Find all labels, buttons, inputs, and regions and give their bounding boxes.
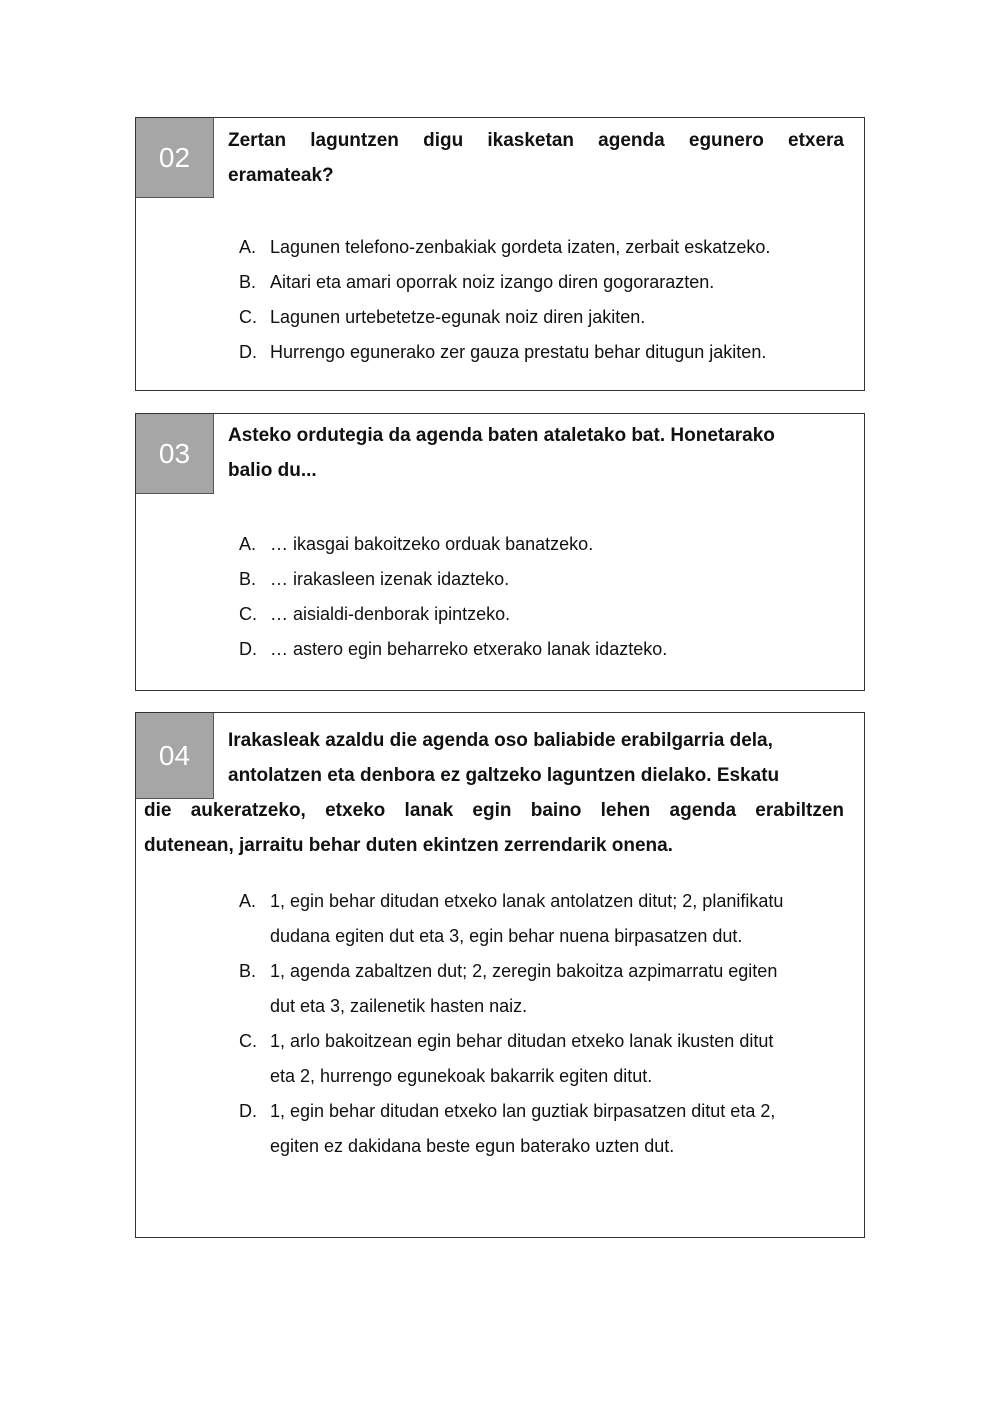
option-b[interactable]: B. 1, agenda zabaltzen dut; 2, zeregin bakoitza azpimarratu egiten dut eta 3, zailenetik hasten naiz. [239,961,778,1016]
option-d[interactable]: D. 1, egin behar ditudan etxeko lan guztiak birpasatzen ditut eta 2, egiten ez dakidana beste egun baterako uzten dut. [239,1101,776,1156]
option-a[interactable]: A. Lagunen telefono-zenbakiak gordeta izaten, zerbait eskatzeko. [239,237,771,257]
option-c[interactable]: C. Lagunen urtebetetze-egunak noiz diren jakiten. [239,307,646,327]
question-number-badge: 04 [136,713,214,799]
question-text: Asteko ordutegia da agenda baten ataletako bat. Honetarako balio du... [228,425,775,481]
question-box-02 [135,117,865,391]
question-box-03 [135,413,865,691]
question-text: Zertan laguntzen digu ikasketan agenda egunero etxera eramateak? [228,130,844,186]
question-number-badge: 03 [136,414,214,494]
options-list [239,884,839,1164]
option-d[interactable]: D. … astero egin beharreko etxerako lanak idazteko. [239,639,668,659]
question-text-continued: die aukeratzeko, etxeko lanak egin baino lehen agenda erabiltzen dutenean, jarraitu behar duten ekintzen zerrendarik onena. [144,800,844,856]
question-text: Irakasleak azaldu die agenda oso baliabide erabilgarria dela, antolatzen eta denbora ez galtzeko laguntzen dielako. Eskatu [228,730,780,786]
option-a[interactable]: A. 1, egin behar ditudan etxeko lanak antolatzen ditut; 2, planifikatu dudana egiten dut eta 3, egin behar nuena birpasatzen dut. [239,891,784,946]
option-c[interactable]: C. … aisialdi-denborak ipintzeko. [239,604,511,624]
option-b[interactable]: B. Aitari eta amari oporrak noiz izango diren gogorarazten. [239,272,715,292]
options-list [239,527,839,667]
question-box-04 [135,712,865,1238]
option-a[interactable]: A. … ikasgai bakoitzeko orduak banatzeko. [239,534,594,554]
options-list [239,230,839,370]
option-c[interactable]: C. 1, arlo bakoitzean egin behar ditudan etxeko lanak ikusten ditut eta 2, hurrengo egunekoak bakarrik egiten ditut. [239,1031,774,1086]
option-b[interactable]: B. … irakasleen izenak idazteko. [239,569,510,589]
question-number-badge: 02 [136,118,214,198]
option-d[interactable]: D. Hurrengo egunerako zer gauza prestatu behar ditugun jakiten. [239,342,767,362]
